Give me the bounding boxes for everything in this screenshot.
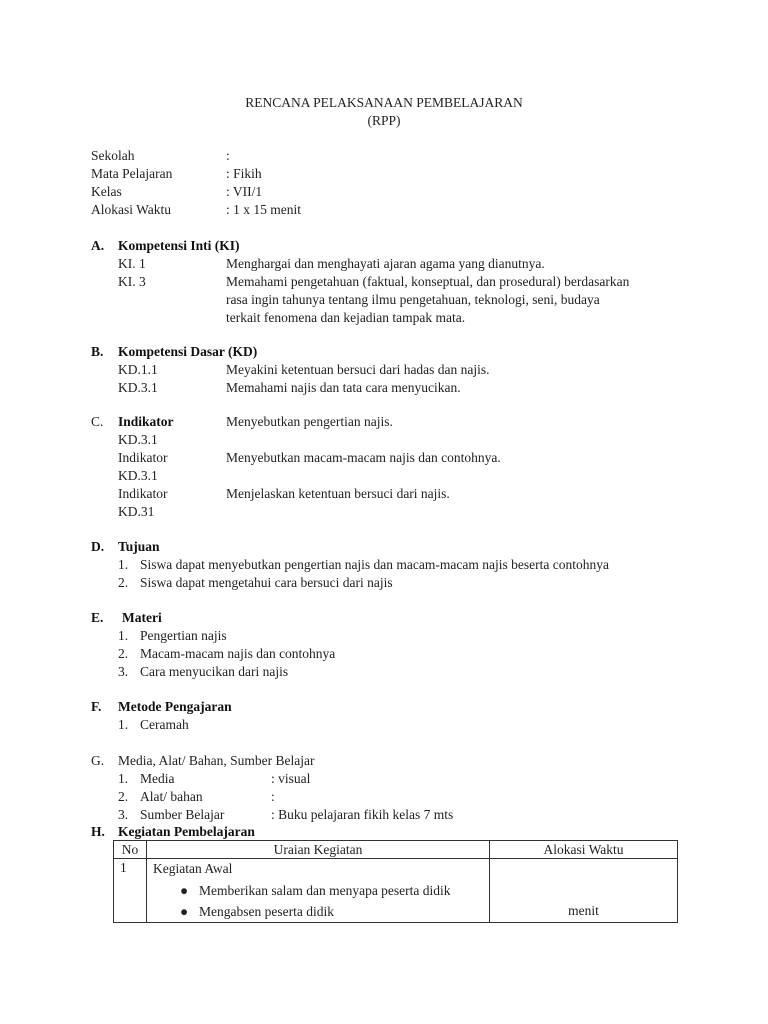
section-g-letter: G. — [91, 753, 105, 768]
list-number: 1. — [118, 771, 129, 786]
list-item: Pengertian najis — [140, 628, 227, 643]
indicator-label: Indikator — [118, 450, 168, 465]
identity-value-subject: : Fikih — [226, 166, 262, 181]
ki-text: Memahami pengetahuan (faktual, konseptual, dan prosedural) berdasarkan — [226, 274, 630, 289]
section-c-heading: Indikator — [118, 414, 174, 429]
table-header-time: Alokasi Waktu — [490, 841, 678, 859]
section-e-heading: Materi — [122, 610, 162, 625]
identity-label-time: Alokasi Waktu — [91, 202, 172, 217]
table-cell-no: 1 — [114, 859, 147, 923]
section-a-letter: A. — [91, 238, 105, 253]
media-label: Media — [140, 771, 175, 786]
indicator-code: KD.3.1 — [118, 432, 158, 447]
activity-stage-title: Kegiatan Awal — [153, 861, 233, 876]
list-number: 1. — [118, 628, 129, 643]
bullet-icon: ● — [180, 904, 189, 919]
list-item — [153, 880, 483, 901]
ki-code: KI. 1 — [118, 256, 146, 271]
indicator-text: Menjelaskan ketentuan bersuci dari najis. — [226, 486, 450, 501]
identity-label-subject: Mata Pelajaran — [91, 166, 173, 181]
section-a-heading: Kompetensi Inti (KI) — [118, 238, 240, 253]
kd-code: KD.1.1 — [118, 362, 158, 377]
indicator-text: Menyebutkan pengertian najis. — [226, 414, 393, 429]
identity-label-class: Kelas — [91, 184, 122, 199]
section-c-letter: C. — [91, 414, 104, 429]
activity-bullet-text: Memberikan salam dan menyapa peserta didik — [199, 883, 451, 898]
bullet-icon: ● — [180, 883, 189, 898]
identity-value-class: : VII/1 — [226, 184, 263, 199]
activity-bullet-text: Mengabsen peserta didik — [199, 904, 334, 919]
table-header-row — [114, 841, 678, 859]
table-cell-time: menit — [490, 859, 678, 923]
media-value: : Buku pelajaran fikih kelas 7 mts — [271, 807, 454, 822]
table-header-no: No — [114, 841, 147, 859]
media-label: Alat/ bahan — [140, 789, 203, 804]
media-value: : visual — [271, 771, 311, 786]
list-number: 2. — [118, 789, 129, 804]
section-b-heading: Kompetensi Dasar (KD) — [118, 344, 258, 359]
section-d-heading: Tujuan — [118, 539, 160, 554]
section-e-letter: E. — [91, 610, 104, 625]
section-h-letter: H. — [91, 824, 105, 839]
section-h-heading: Kegiatan Pembelajaran — [118, 824, 255, 839]
ki-text: rasa ingin tahunya tentang ilmu pengetahuan, teknologi, seni, budaya — [226, 292, 600, 307]
activity-table — [113, 840, 678, 923]
document-subtitle: (RPP) — [367, 113, 401, 128]
list-item: Macam-macam najis dan contohnya — [140, 646, 336, 661]
ki-text: terkait fenomena dan kejadian tampak mata. — [226, 310, 466, 325]
indicator-text: Menyebutkan macam-macam najis dan contohnya. — [226, 450, 501, 465]
list-number: 2. — [118, 646, 129, 661]
kd-code: KD.3.1 — [118, 380, 158, 395]
media-label: Sumber Belajar — [140, 807, 225, 822]
list-number: 3. — [118, 807, 129, 822]
table-header-description: Uraian Kegiatan — [147, 841, 490, 859]
list-item: Cara menyucikan dari najis — [140, 664, 289, 679]
list-number: 2. — [118, 575, 129, 590]
list-item: Ceramah — [140, 717, 189, 732]
section-b-letter: B. — [91, 344, 104, 359]
indicator-label: Indikator — [118, 486, 168, 501]
section-f-letter: F. — [91, 699, 102, 714]
media-value: : — [271, 789, 275, 804]
identity-value-time: : 1 x 15 menit — [226, 202, 301, 217]
table-cell-description — [147, 859, 490, 923]
indicator-code: KD.31 — [118, 504, 155, 519]
list-number: 1. — [118, 557, 129, 572]
indicator-code: KD.3.1 — [118, 468, 158, 483]
ki-code: KI. 3 — [118, 274, 146, 289]
kd-text: Meyakini ketentuan bersuci dari hadas dan najis. — [226, 362, 490, 377]
table-row — [114, 859, 678, 923]
list-number: 1. — [118, 717, 129, 732]
ki-text: Menghargai dan menghayati ajaran agama yang dianutnya. — [226, 256, 545, 271]
section-g-heading: Media, Alat/ Bahan, Sumber Belajar — [118, 753, 315, 768]
document-title: RENCANA PELAKSANAAN PEMBELAJARAN — [245, 95, 523, 110]
list-item — [153, 901, 483, 922]
kd-text: Memahami najis dan tata cara menyucikan. — [226, 380, 461, 395]
section-f-heading: Metode Pengajaran — [118, 699, 232, 714]
list-item: Siswa dapat menyebutkan pengertian najis dan macam-macam najis beserta contohnya — [140, 557, 609, 572]
section-d-letter: D. — [91, 539, 105, 554]
identity-value-school: : — [226, 148, 230, 163]
list-item: Siswa dapat mengetahui cara bersuci dari najis — [140, 575, 393, 590]
list-number: 3. — [118, 664, 129, 679]
identity-label-school: Sekolah — [91, 148, 135, 163]
